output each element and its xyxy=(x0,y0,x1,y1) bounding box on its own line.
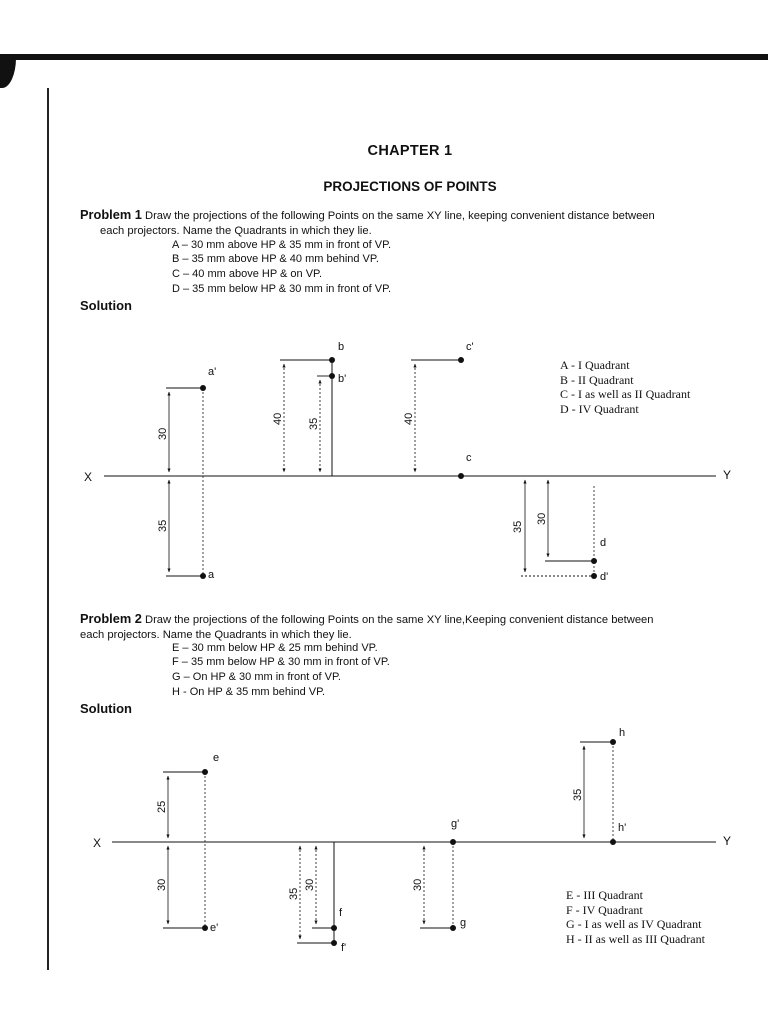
d1-label-a-dash: a' xyxy=(208,366,217,378)
problem1-solution-heading: Solution xyxy=(80,298,132,313)
d1-dim-b-40: 40 xyxy=(272,412,284,425)
d1-point-c xyxy=(458,473,464,479)
d2-point-g xyxy=(450,925,456,931)
d2-label-h: h xyxy=(619,727,626,739)
d1-dim-b-35: 35 xyxy=(308,417,320,430)
d2-label-g: g xyxy=(460,917,467,929)
problem2-item-f: F – 35 mm below HP & 30 mm in front of VP. xyxy=(172,656,390,668)
d1-label-b-dash: b' xyxy=(338,373,347,385)
problem1-label: Problem 1 xyxy=(80,207,142,222)
d2-label-e: e xyxy=(213,752,220,764)
quadrant-c: C - I as well as II Quadrant xyxy=(560,387,691,401)
d1-y-label: Y xyxy=(723,468,732,482)
d1-dim-d-30: 30 xyxy=(536,512,548,525)
quadrant-e: E - III Quadrant xyxy=(566,888,643,902)
d1-label-b: b xyxy=(338,341,345,353)
d1-label-d-dash: d' xyxy=(600,571,609,583)
d1-label-c: c xyxy=(466,452,472,464)
problem2-solution-heading: Solution xyxy=(80,701,132,716)
problem1-item-d: D – 35 mm below HP & 30 mm in front of VP. xyxy=(172,283,392,295)
d1-point-a-dash xyxy=(200,385,206,391)
d2-label-e-dash: e' xyxy=(210,922,219,934)
problem2-label: Problem 2 xyxy=(80,611,142,626)
d1-label-a: a xyxy=(208,569,215,581)
quadrant-b: B - II Quadrant xyxy=(560,372,634,387)
d1-dim-a-35: 35 xyxy=(157,519,169,532)
d2-dim-f-30: 30 xyxy=(304,878,316,891)
d1-point-b-dash xyxy=(329,373,335,379)
d1-point-b xyxy=(329,357,335,363)
d1-dim-a-30: 30 xyxy=(157,427,169,440)
quadrant-g: G - I as well as IV Quadrant xyxy=(566,917,702,931)
chapter-heading: CHAPTER 1 xyxy=(367,143,453,159)
problem1-text-line2: each projectors. Name the Quadrants in which they lie. xyxy=(100,224,372,237)
problem1-item-a: A – 30 mm above HP & 35 mm in front of VP. xyxy=(172,239,392,251)
d1-dim-c-40: 40 xyxy=(403,412,415,425)
problem1-item-c: C – 40 mm above HP & on VP. xyxy=(172,268,323,280)
problem2-item-e: E – 30 mm below HP & 25 mm behind VP. xyxy=(172,642,378,654)
d2-point-h-dash xyxy=(610,839,616,845)
d1-label-d: d xyxy=(600,537,607,549)
d2-label-f: f xyxy=(339,907,343,919)
quadrant-d: D - IV Quadrant xyxy=(560,401,639,416)
d2-dim-f-35: 35 xyxy=(288,887,300,900)
quadrant-h: H - II as well as III Quadrant xyxy=(566,931,705,946)
problem1-text-line1: Draw the projections of the following Points on the same XY line, keeping convenient distance between xyxy=(144,210,655,222)
diagram1 xyxy=(84,341,731,583)
problem2-item-g: G – On HP & 30 mm in front of VP. xyxy=(172,671,341,683)
problem1-item-b: B – 35 mm above HP & 40 mm behind VP. xyxy=(172,253,379,265)
problem2-text-line1: Draw the projections of the following Points on the same XY line,Keeping convenient distance between xyxy=(144,614,654,626)
d2-dim-e-30: 30 xyxy=(156,878,168,891)
d1-dim-d-35: 35 xyxy=(512,520,524,533)
d2-point-e-dash xyxy=(202,925,208,931)
d2-dim-h-35: 35 xyxy=(572,788,584,801)
d1-point-c-dash xyxy=(458,357,464,363)
d1-point-d-dash xyxy=(591,573,597,579)
d2-label-g-dash: g' xyxy=(451,818,460,830)
d2-y-label: Y xyxy=(723,834,732,848)
quadrant-f: F - IV Quadrant xyxy=(566,902,643,917)
d2-point-h xyxy=(610,739,616,745)
d2-point-f-dash xyxy=(331,940,337,946)
problem2-item-h: H - On HP & 35 mm behind VP. xyxy=(172,686,326,698)
d2-point-g-dash xyxy=(450,839,456,845)
d2-point-e xyxy=(202,769,208,775)
d2-x-label: X xyxy=(93,836,102,850)
problem2-text-line2: each projectors. Name the Quadrants in which they lie. xyxy=(80,628,352,641)
quadrant-a: A - I Quadrant xyxy=(560,358,630,372)
d2-point-f xyxy=(331,925,337,931)
d1-point-a xyxy=(200,573,206,579)
d1-x-label: X xyxy=(84,470,93,484)
diagram2 xyxy=(93,727,731,954)
d2-dim-g-30: 30 xyxy=(412,878,424,891)
d2-label-f-dash: f' xyxy=(341,942,347,954)
d1-point-d xyxy=(591,558,597,564)
d2-label-h-dash: h' xyxy=(618,822,627,834)
chapter-title: PROJECTIONS OF POINTS xyxy=(323,179,497,194)
d1-label-c-dash: c' xyxy=(466,341,474,353)
d2-dim-e-25: 25 xyxy=(156,800,168,813)
